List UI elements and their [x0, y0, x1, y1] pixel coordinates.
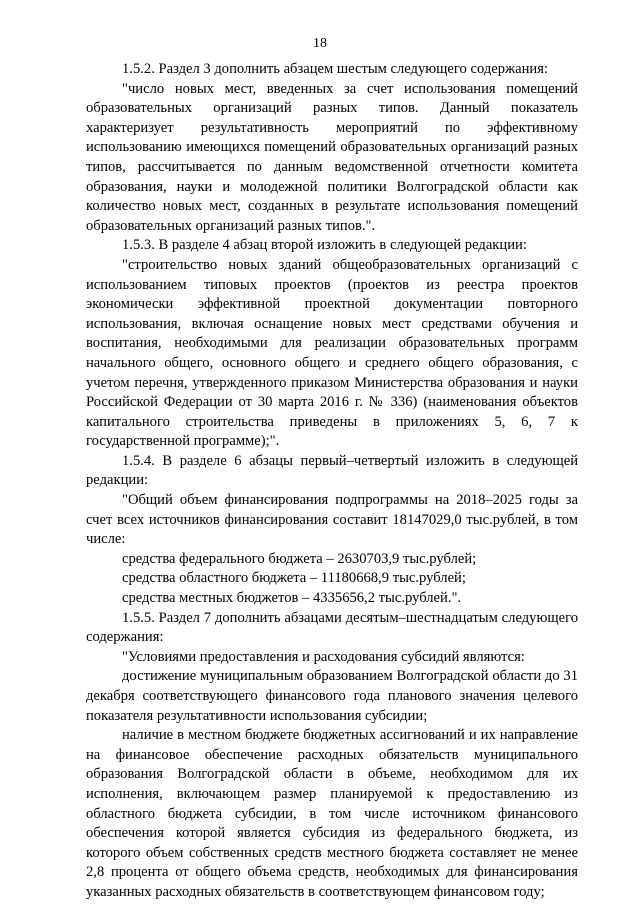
paragraph-regional-budget: средства областного бюджета – 11180668,9 тыс.рублей; [122, 570, 466, 587]
paragraph-1-5-3: 1.5.3. В разделе 4 абзац второй изложить в следующей редакции: [122, 237, 527, 254]
paragraph-local-budget: средства местных бюджетов – 4335656,2 тыс.рублей.". [122, 590, 462, 607]
paragraph-condition-budget-allocations: наличие в местном бюджете бюджетных ассигнований и их направление на финансовое обеспечение расходных обязательств муниципального образования Волгоградской области в объеме, необходимом для их исполнения, включающем размер планируемой к предоставлению из областного бюджета субсидии, в том числе источником финансового обеспечения которой является субсидия из федерального бюджета, из которого объем собственных средств местного бюджета составляет не менее 2,8 процента от общего объема средств, необходимых для финансирования указанных расходных обязательств в соответствующем финансовом году; [86, 727, 578, 900]
paragraph-1-5-4: 1.5.4. В разделе 6 абзацы первый–четвертый изложить в следующей редакции: [86, 452, 578, 489]
paragraph-section3-quote: "число новых мест, введенных за счет использования помещений образовательных организаций разных типов. Данный показатель характеризует результативность мероприятий по эффективному использованию имеющихся помещений образовательных организаций разных типов, рассчитывается по данным ведомственной отчетности комитета образования, науки и молодежной политики Волгоградской области как количество новых мест, созданных в результате использования помещений образовательных организаций разных типов.". [86, 80, 578, 234]
paragraph-condition-achievement: достижение муниципальным образованием Волгоградской области до 31 декабря соответствующего финансового года планового значения целевого показателя результативности использования субсидии; [86, 668, 578, 724]
page-number: 18 [313, 36, 327, 51]
paragraph-1-5-2: 1.5.2. Раздел 3 дополнить абзацем шестым следующего содержания: [122, 61, 548, 77]
paragraph-section4-quote: "строительство новых зданий общеобразовательных организаций с использованием типовых проектов (проектов из реестра проектов экономически эффективной проектной документации повторного использования, включая оснащение новых мест средствами обучения и воспитания, необходимыми для реализации образовательных программ начального общего, основного общего и среднего общего образования, с учетом перечня, утвержденного приказом Министерства образования и науки Российской Федерации от 30 марта 2016 г. № 336) (наименования объектов капитального строительства приведены в приложениях 5, 6, 7 к государственной программе);". [86, 256, 578, 450]
paragraph-federal-budget: средства федерального бюджета – 2630703,9 тыс.рублей; [122, 550, 477, 567]
document-body [86, 60, 578, 903]
paragraph-subsidy-conditions: "Условиями предоставления и расходования субсидий являются: [122, 648, 525, 665]
paragraph-financing-total: "Общий объем финансирования подпрограммы на 2018–2025 годы за счет всех источников финансирования составит 18147029,0 тыс.рублей, в том числе: [86, 492, 578, 548]
paragraph-1-5-5: 1.5.5. Раздел 7 дополнить абзацами десятым–шестнадцатым следующего содержания: [86, 609, 578, 646]
